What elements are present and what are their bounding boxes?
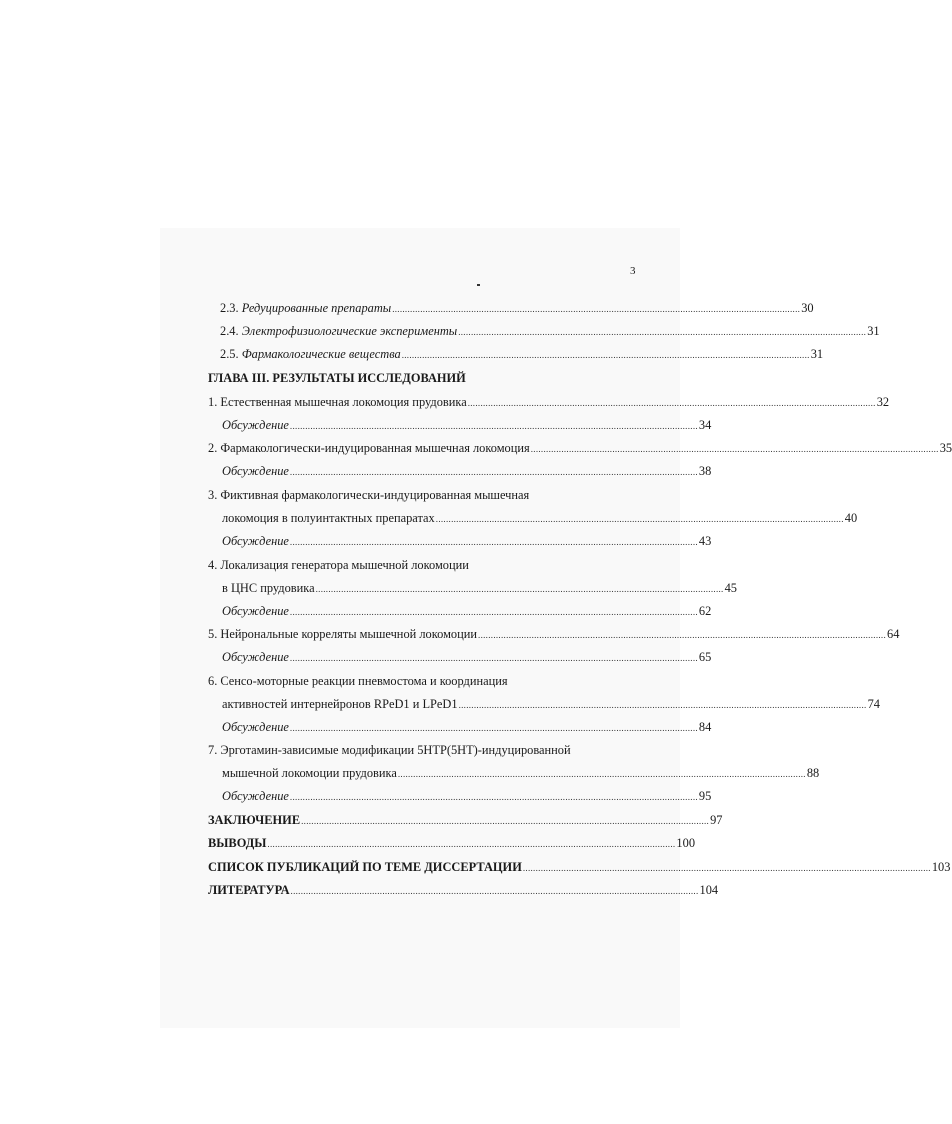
toc-title: СПИСОК ПУБЛИКАЦИЙ ПО ТЕМЕ ДИССЕРТАЦИИ — [208, 860, 522, 874]
dot-leader: ................................................................................................................................................................ — [289, 792, 698, 802]
dot-leader: ................................................................................................................................................................ — [522, 863, 931, 873]
toc-entry-line: 7. Эрготамин-зависимые модификации 5НТР(5НТ)-индуцированной — [208, 743, 571, 757]
toc-entry — [222, 579, 737, 597]
toc-title: Обсуждение — [222, 534, 289, 548]
toc-title: Обсуждение — [222, 720, 289, 734]
toc-entry — [208, 881, 719, 899]
toc-page: 38 — [698, 464, 712, 478]
toc-title: Обсуждение — [222, 418, 289, 432]
dot-leader: ................................................................................................................................................................ — [289, 421, 698, 431]
toc-title: 2. Фармакологически-индуцированная мышечная локомоция — [208, 441, 530, 455]
dot-leader: ................................................................................................................................................................ — [267, 839, 676, 849]
page-number: 3 — [630, 265, 636, 277]
toc-title: 1. Естественная мышечная локомоция прудовика — [208, 395, 467, 409]
dot-leader: ................................................................................................................................................................ — [289, 723, 698, 733]
toc-page: 103 — [931, 860, 951, 874]
dot-leader: ................................................................................................................................................................ — [478, 630, 887, 640]
toc-page: 32 — [876, 395, 890, 409]
dot-leader: ................................................................................................................................................................ — [315, 584, 724, 594]
toc-page: 104 — [699, 883, 719, 897]
toc-title: мышечной локомоции прудовика — [222, 766, 397, 780]
toc-number: 2.4. — [220, 324, 239, 338]
toc-entry — [208, 625, 900, 643]
toc-entry — [222, 462, 712, 480]
dot-leader: ................................................................................................................................................................ — [458, 327, 867, 337]
toc-page: 65 — [698, 650, 712, 664]
toc-entry — [208, 811, 723, 829]
toc-entry — [222, 695, 880, 713]
toc-entry — [208, 439, 952, 457]
toc-entry-line: 3. Фиктивная фармакологически-индуцированная мышечная — [208, 488, 530, 502]
toc-entry — [222, 764, 820, 782]
toc-page: 31 — [867, 324, 880, 338]
dot-leader: ................................................................................................................................................................ — [289, 537, 698, 547]
toc-entry — [208, 834, 696, 852]
toc-title: ЗАКЛЮЧЕНИЕ — [208, 813, 301, 827]
toc-entry — [222, 648, 712, 666]
toc-entry — [220, 322, 880, 340]
dot-leader: ................................................................................................................................................................ — [530, 444, 939, 454]
dot-leader: ................................................................................................................................................................ — [289, 653, 698, 663]
toc-page: 30 — [801, 301, 814, 315]
toc-title: Обсуждение — [222, 650, 289, 664]
toc-number: 2.5. — [220, 347, 239, 361]
toc-entry — [208, 393, 890, 411]
toc-title: Обсуждение — [222, 789, 289, 803]
toc-page: 34 — [698, 418, 712, 432]
toc-entry — [222, 787, 712, 805]
toc-title: локомоция в полуинтактных препаратах — [222, 511, 435, 525]
toc-title: Электрофизиологические эксперименты — [241, 324, 458, 338]
toc-page: 40 — [844, 511, 858, 525]
toc-entry — [222, 509, 858, 527]
toc-page: 100 — [676, 836, 696, 850]
dot-leader: ................................................................................................................................................................ — [397, 769, 806, 779]
dot-leader: ................................................................................................................................................................ — [401, 350, 810, 360]
toc-page: 62 — [698, 604, 712, 618]
toc-title: Обсуждение — [222, 604, 289, 618]
toc-page: 43 — [698, 534, 712, 548]
toc-entry-line: 4. Локализация генератора мышечной локомоции — [208, 558, 469, 572]
dot-leader: ................................................................................................................................................................ — [392, 304, 801, 314]
toc-entry — [220, 299, 814, 317]
toc-page: 35 — [939, 441, 952, 455]
toc-page: 95 — [698, 789, 712, 803]
toc-entry — [220, 345, 824, 363]
toc-title: Редуцированные препараты — [241, 301, 392, 315]
toc-number: 2.3. — [220, 301, 239, 315]
toc-page: 84 — [698, 720, 712, 734]
toc-title: в ЦНС прудовика — [222, 581, 315, 595]
toc-entry — [208, 858, 951, 876]
dot-leader: ................................................................................................................................................................ — [290, 886, 699, 896]
toc-page: 97 — [710, 813, 723, 827]
dot-leader: ................................................................................................................................................................ — [458, 700, 867, 710]
dot-leader: ................................................................................................................................................................ — [301, 816, 710, 826]
dot-leader: ................................................................................................................................................................ — [467, 398, 876, 408]
toc-title: Фармакологические вещества — [241, 347, 401, 361]
dot-leader: ................................................................................................................................................................ — [289, 467, 698, 477]
toc-title: 5. Нейрональные корреляты мышечной локомоции — [208, 627, 478, 641]
toc-title: ВЫВОДЫ — [208, 836, 267, 850]
toc-page: 64 — [887, 627, 900, 641]
chapter-heading: ГЛАВА III. РЕЗУЛЬТАТЫ ИССЛЕДОВАНИЙ — [208, 371, 466, 385]
toc-entry — [222, 602, 712, 620]
dot-leader: ................................................................................................................................................................ — [289, 607, 698, 617]
toc-entry — [222, 718, 712, 736]
toc-title: активностей интернейронов RPeD1 и LPeD1 — [222, 697, 458, 711]
toc-entry — [222, 416, 712, 434]
toc-page: 31 — [810, 347, 824, 361]
toc-title: Обсуждение — [222, 464, 289, 478]
toc-title: ЛИТЕРАТУРА — [208, 883, 290, 897]
toc-entry — [222, 532, 712, 550]
toc-entry-line: 6. Сенсо-моторные реакции пневмостома и координация — [208, 674, 508, 688]
toc-page: 74 — [867, 697, 880, 711]
toc-page: 45 — [724, 581, 737, 595]
dot-leader: ................................................................................................................................................................ — [435, 514, 844, 524]
toc-page: 88 — [806, 766, 820, 780]
